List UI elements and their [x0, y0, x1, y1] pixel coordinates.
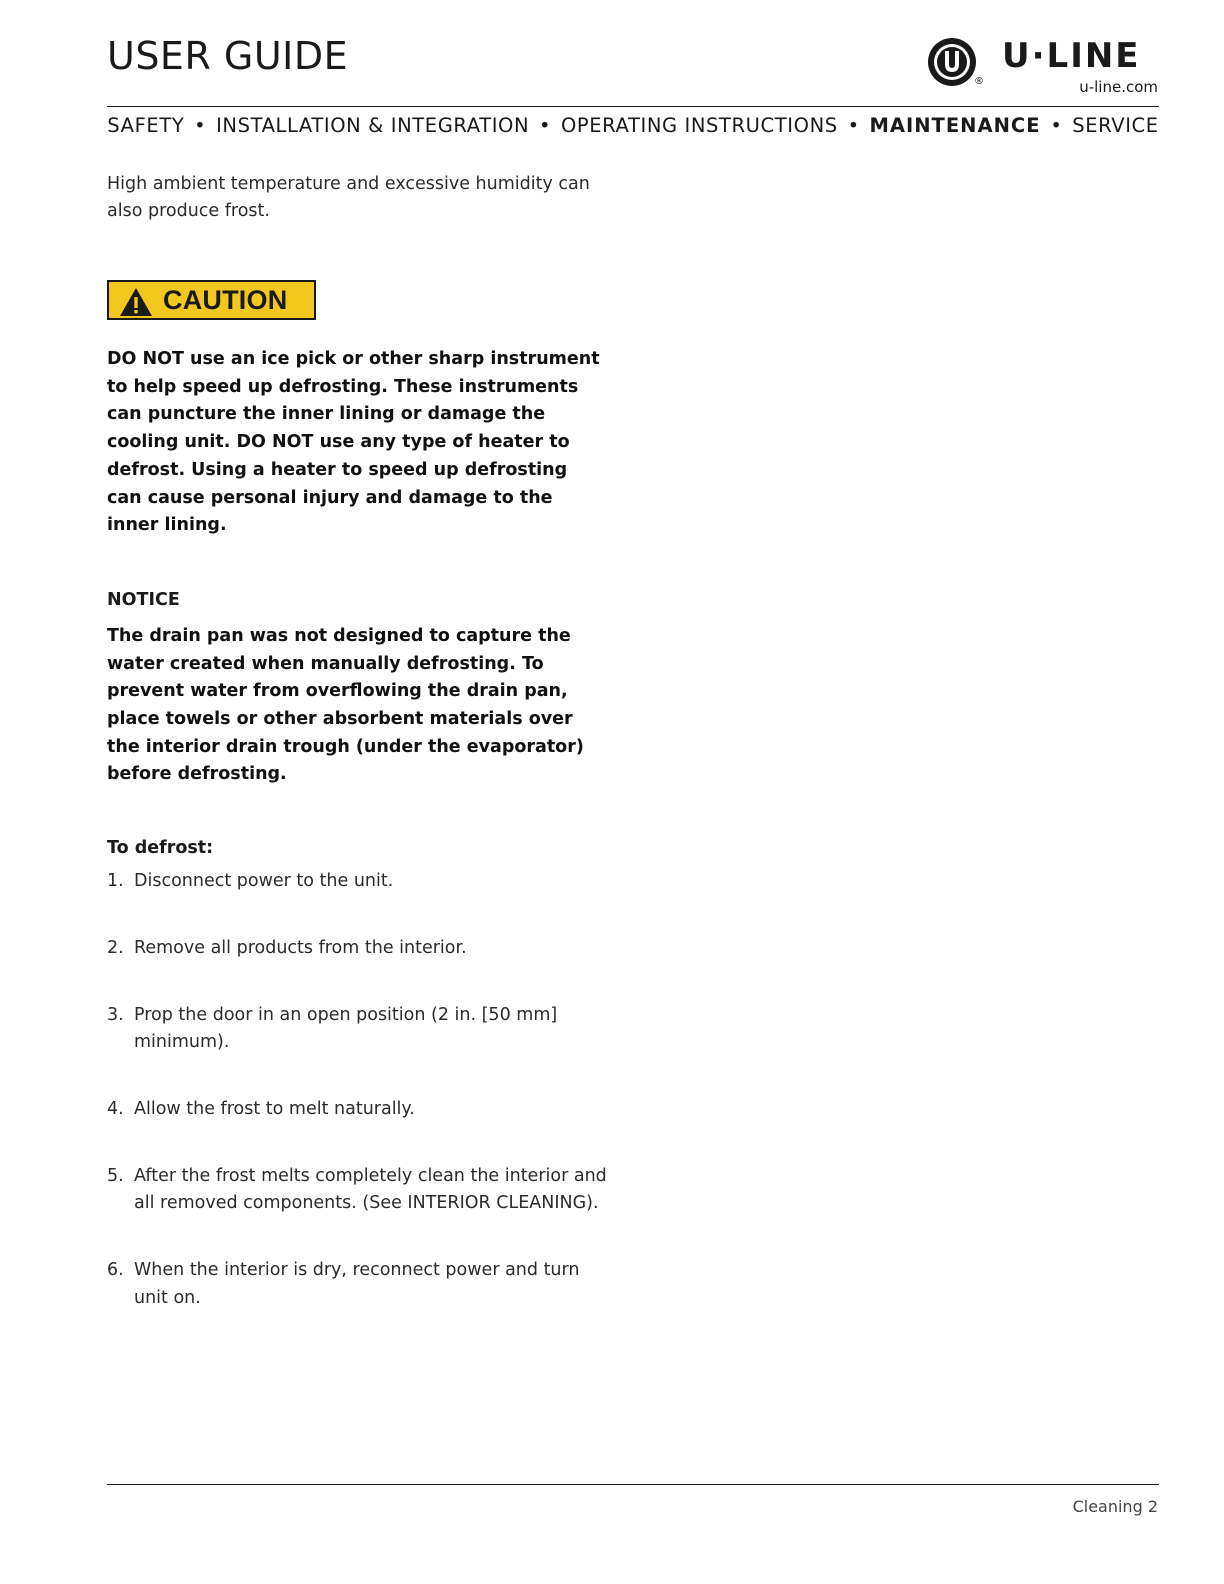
step-text: When the interior is dry, reconnect power and turn unit on. [134, 1260, 580, 1308]
page-title: USER GUIDE [107, 34, 349, 78]
nav-item-service: SERVICE [1072, 114, 1159, 137]
step-number: 4. [107, 1098, 124, 1119]
list-item [107, 935, 607, 963]
nav-item-installation: INSTALLATION & INTEGRATION [216, 114, 530, 137]
step-text: Disconnect power to the unit. [134, 871, 394, 892]
header-divider [107, 106, 1159, 107]
brand-logo [926, 34, 1158, 96]
main-content [107, 171, 607, 1351]
step-text: Allow the frost to melt naturally. [134, 1098, 415, 1119]
footer-divider [107, 1484, 1159, 1485]
nav-item-maintenance: MAINTENANCE [869, 114, 1041, 137]
step-number: 5. [107, 1165, 124, 1186]
defrost-steps-list [107, 868, 607, 1312]
nav-separator: • [847, 114, 860, 137]
nav-item-safety: SAFETY [107, 114, 185, 137]
list-item [107, 868, 607, 896]
intro-paragraph: High ambient temperature and excessive humidity can also produce frost. [107, 174, 590, 221]
notice-heading: NOTICE [107, 589, 180, 610]
list-item [107, 1257, 607, 1312]
warning-triangle-icon [119, 287, 153, 317]
caution-text: DO NOT use an ice pick or other sharp instrument to help speed up defrosting. These instruments can puncture the inner lining or damage the cooling unit. DO NOT use any type of heater to defrost. Using a heater to speed up defrosting can cause personal injury and damage to the inner lining. [107, 349, 600, 536]
brand-name: U·LINE [1002, 36, 1141, 76]
defrost-heading: To defrost: [107, 838, 214, 859]
nav-separator: • [194, 114, 207, 137]
step-text: Prop the door in an open position (2 in. [50 mm] minimum). [134, 1004, 558, 1053]
page-footer-label: Cleaning 2 [1072, 1497, 1158, 1516]
step-number: 6. [107, 1260, 124, 1281]
nav-separator: • [539, 114, 552, 137]
section-nav [107, 114, 1159, 137]
brand-url: u-line.com [1079, 78, 1158, 96]
step-text: Remove all products from the interior. [134, 937, 467, 958]
u-line-logo-icon [926, 36, 980, 90]
caution-badge [107, 280, 316, 320]
caution-label: CAUTION [163, 285, 288, 315]
step-text: After the frost melts completely clean the interior and all removed components. (See INTERIOR CLEANING). [134, 1165, 607, 1214]
step-number: 3. [107, 1004, 124, 1025]
list-item [107, 1163, 607, 1218]
list-item [107, 1096, 607, 1124]
list-item [107, 1002, 607, 1057]
registered-mark: ® [974, 76, 984, 87]
step-number: 1. [107, 871, 124, 892]
notice-text: The drain pan was not designed to capture the water created when manually defrosting. To prevent water from overflowing the drain pan, place towels or other absorbent materials over the interior drain trough (under the evaporator) before defrosting. [107, 625, 584, 785]
nav-separator: • [1050, 114, 1063, 137]
nav-item-operating: OPERATING INSTRUCTIONS [560, 114, 838, 137]
step-number: 2. [107, 937, 124, 958]
